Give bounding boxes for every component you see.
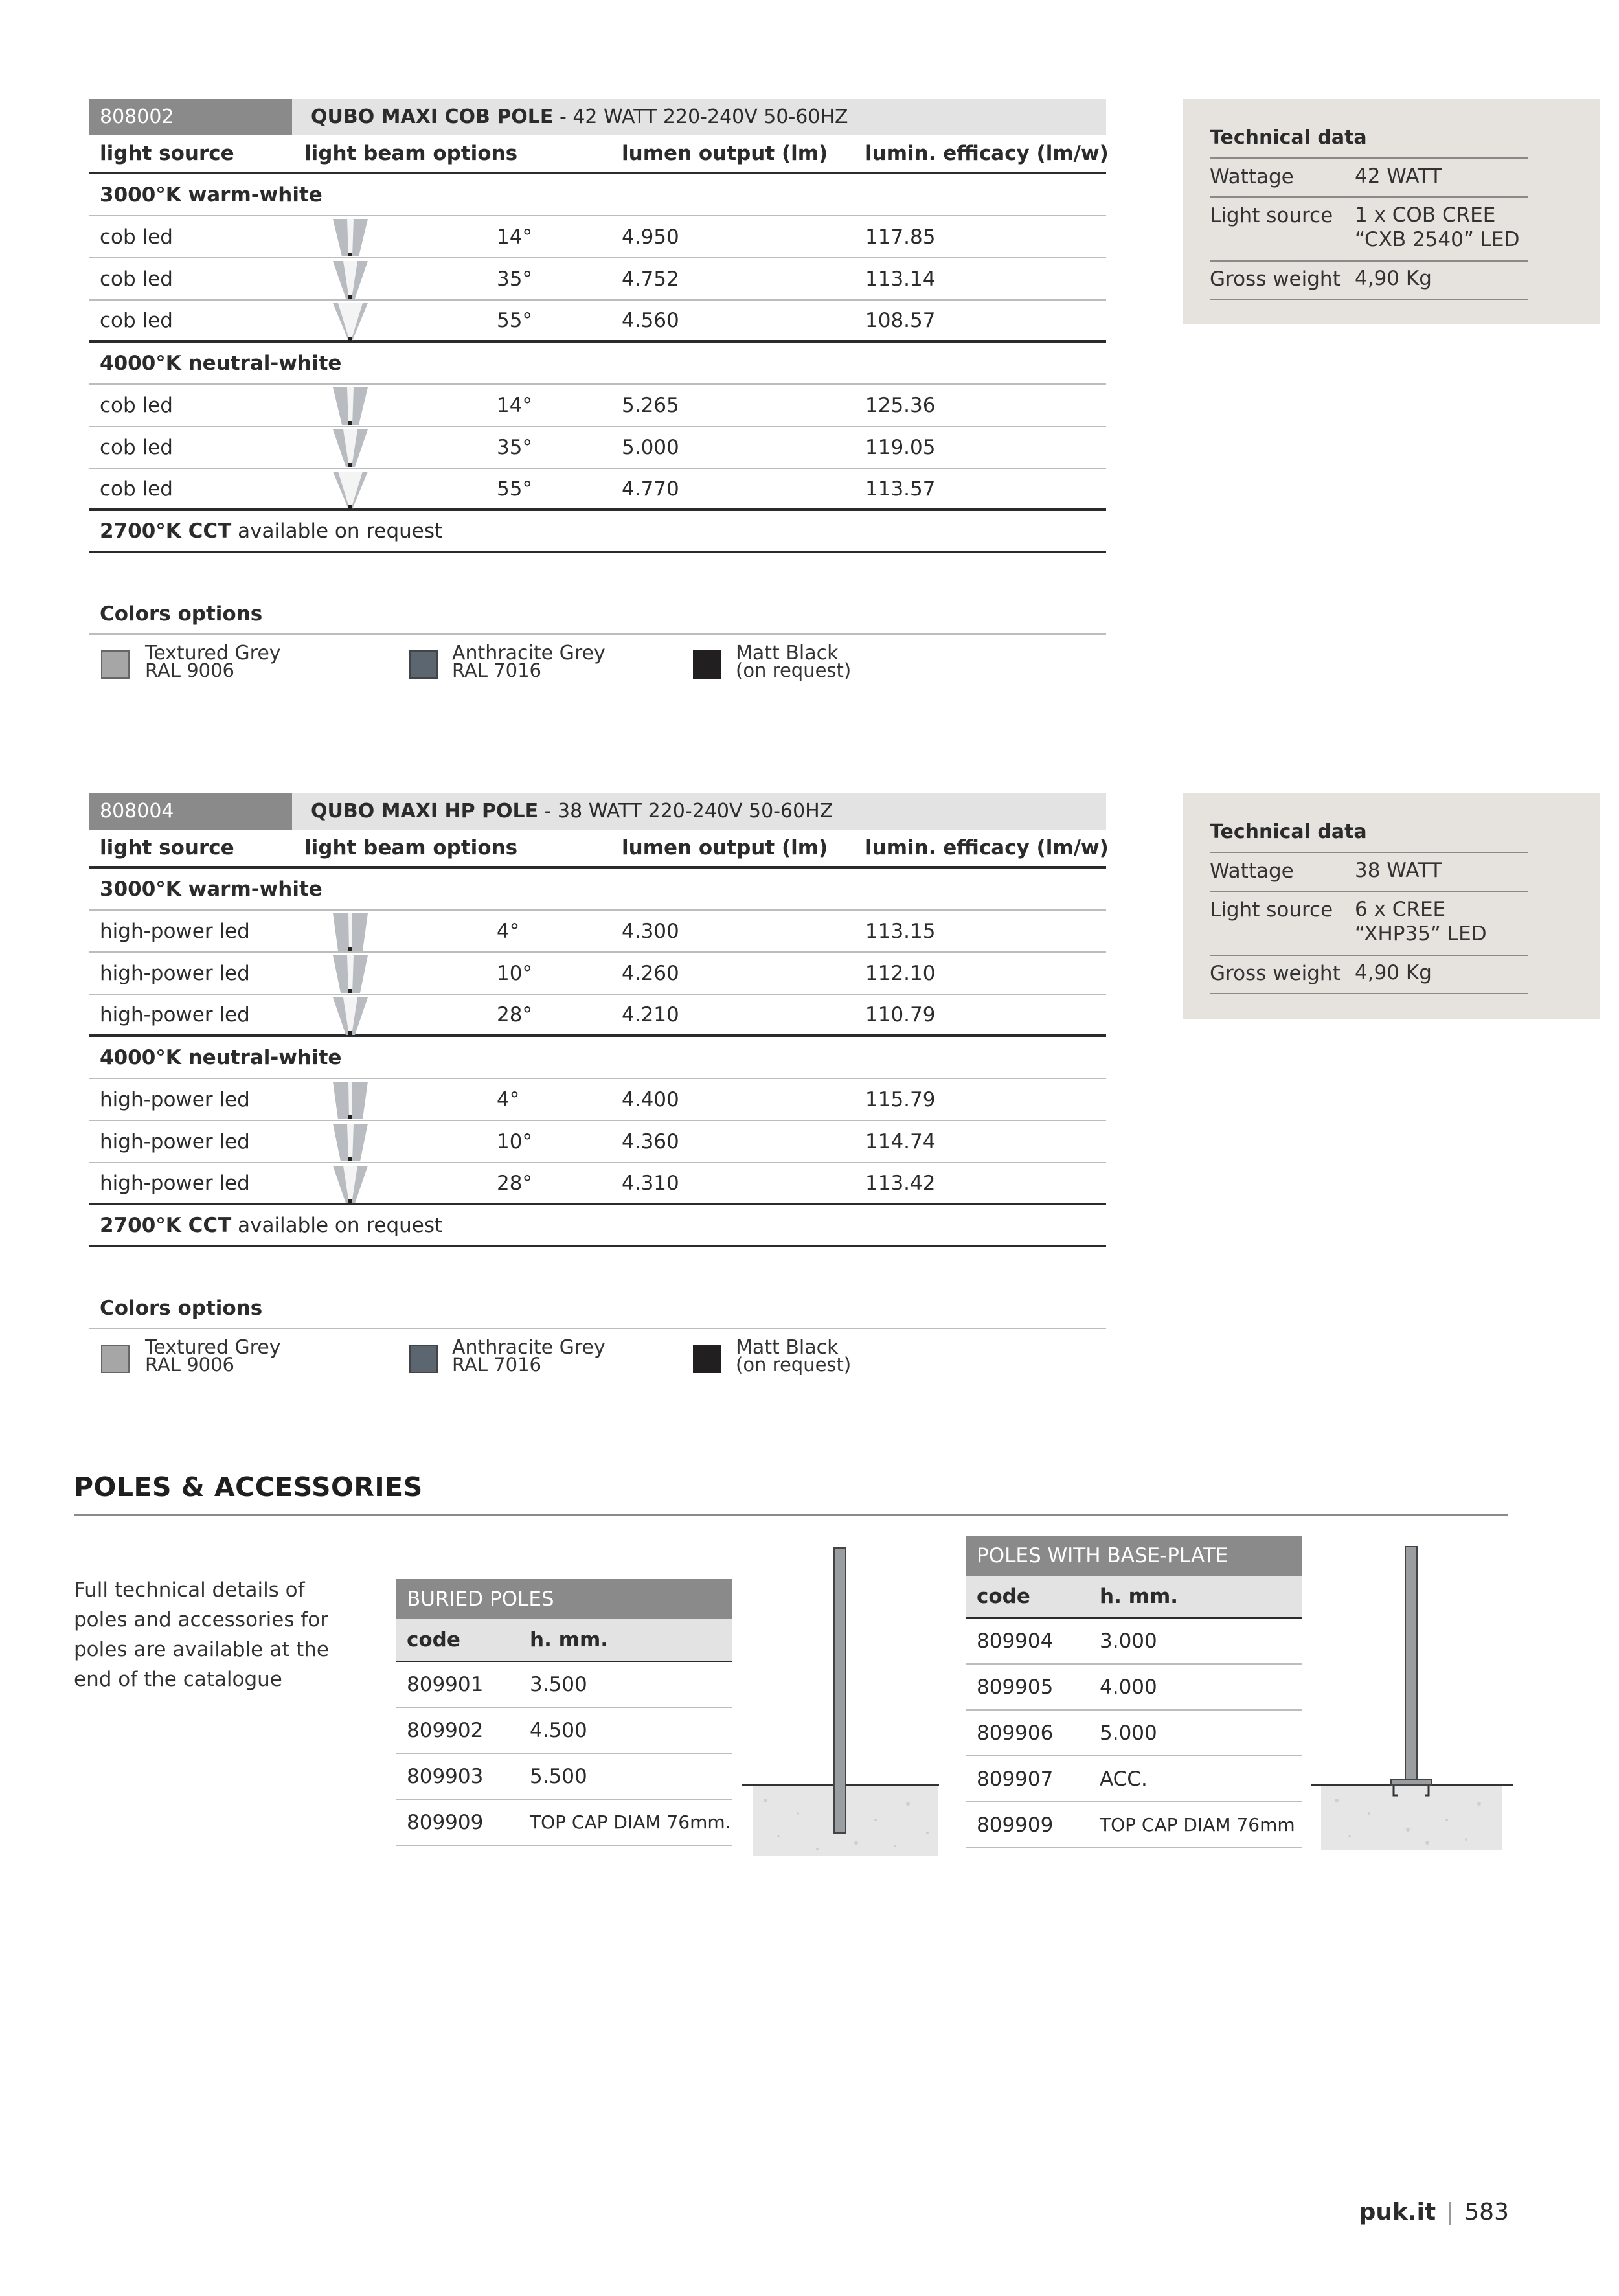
medium-beam-icon bbox=[332, 1166, 369, 1203]
cell-efficacy: 113.42 bbox=[865, 1171, 936, 1195]
swatch-matt-black bbox=[693, 650, 721, 679]
cell-beam: 4° bbox=[497, 1087, 520, 1111]
group-label: 3000°K warm-white bbox=[100, 877, 323, 901]
page-footer: puk.it | 583 bbox=[1359, 2199, 1509, 2225]
divider bbox=[1210, 299, 1528, 300]
table-row bbox=[396, 1662, 732, 1708]
group-row bbox=[89, 343, 1106, 385]
cell-source: high-power led bbox=[100, 919, 250, 943]
cell-efficacy: 115.79 bbox=[865, 1087, 936, 1111]
cell-height: 4.000 bbox=[1100, 1675, 1157, 1699]
medium-beam-icon bbox=[332, 997, 369, 1035]
base-plate-pole-illustration bbox=[1311, 1541, 1513, 1859]
divider bbox=[1210, 993, 1528, 994]
buried-poles-table bbox=[396, 1579, 732, 1846]
table-title: BURIED POLES bbox=[396, 1579, 732, 1619]
table-row bbox=[89, 301, 1106, 343]
group-label: 4000°K neutral-white bbox=[100, 351, 342, 375]
cell-efficacy: 119.05 bbox=[865, 435, 936, 459]
col-beam-options: light beam options bbox=[304, 836, 518, 859]
divider bbox=[89, 633, 1106, 635]
cell-code: 809907 bbox=[977, 1767, 1054, 1791]
divider bbox=[1210, 955, 1528, 956]
narrow-beam-icon bbox=[332, 955, 369, 993]
product-table-808002 bbox=[89, 99, 1109, 553]
cell-lumen: 4.360 bbox=[622, 1130, 679, 1154]
col-efficacy: lumin. efficacy (lm/w) bbox=[865, 142, 1109, 165]
intro-text: Full technical details of poles and accessories for poles are available at the end of the catalogue bbox=[74, 1578, 329, 1691]
cell-beam: 28° bbox=[497, 1171, 532, 1195]
table-row bbox=[396, 1754, 732, 1800]
cell-lumen: 5.000 bbox=[622, 435, 679, 459]
table-row bbox=[89, 469, 1106, 511]
cell-efficacy: 112.10 bbox=[865, 961, 936, 985]
cell-beam: 10° bbox=[497, 961, 532, 985]
color-label: Matt Black (on request) bbox=[736, 642, 852, 681]
wide-beam-icon bbox=[332, 303, 369, 341]
cct-note-row bbox=[89, 511, 1106, 553]
tech-label: Wattage bbox=[1210, 165, 1294, 188]
table-row bbox=[89, 911, 1106, 953]
group-row bbox=[89, 1037, 1106, 1079]
col-lumen-output: lumen output (lm) bbox=[622, 142, 828, 165]
col-height: h. mm. bbox=[1100, 1585, 1179, 1608]
cell-code: 809902 bbox=[407, 1718, 484, 1742]
tech-value: 42 WATT bbox=[1355, 165, 1442, 188]
cell-source: cob led bbox=[100, 308, 173, 332]
cell-height: 5.000 bbox=[1100, 1721, 1157, 1745]
cell-beam: 10° bbox=[497, 1130, 532, 1154]
cell-lumen: 4.210 bbox=[622, 1003, 679, 1027]
product-code: 808004 bbox=[89, 793, 292, 830]
tech-value: 38 WATT bbox=[1355, 859, 1442, 882]
cell-code: 809905 bbox=[977, 1675, 1054, 1699]
cell-code: 809903 bbox=[407, 1764, 484, 1788]
col-height: h. mm. bbox=[530, 1628, 609, 1652]
table-row bbox=[89, 1163, 1106, 1205]
page-number: 583 bbox=[1464, 2199, 1509, 2225]
tech-title: Technical data bbox=[1210, 821, 1367, 843]
cell-beam: 55° bbox=[497, 477, 532, 501]
table-row bbox=[89, 258, 1106, 301]
cell-lumen: 4.752 bbox=[622, 267, 679, 291]
cell-lumen: 4.560 bbox=[622, 308, 679, 332]
colors-title: Colors options bbox=[100, 602, 263, 626]
col-beam-options: light beam options bbox=[304, 142, 518, 165]
divider bbox=[1210, 157, 1528, 159]
cell-code: 809909 bbox=[407, 1810, 484, 1834]
tech-title: Technical data bbox=[1210, 126, 1367, 149]
product-table-808004 bbox=[89, 793, 1109, 1247]
base-plate-poles-table bbox=[966, 1536, 1302, 1848]
narrow-beam-icon bbox=[332, 1124, 369, 1161]
cell-source: cob led bbox=[100, 393, 173, 417]
cell-height: 4.500 bbox=[530, 1718, 587, 1742]
col-lumen-output: lumen output (lm) bbox=[622, 836, 828, 859]
medium-beam-icon bbox=[332, 429, 369, 467]
colors-title: Colors options bbox=[100, 1297, 263, 1320]
cell-code: 809909 bbox=[977, 1813, 1054, 1837]
cell-efficacy: 110.79 bbox=[865, 1003, 936, 1027]
cell-beam: 14° bbox=[497, 225, 532, 249]
cell-source: cob led bbox=[100, 267, 173, 291]
swatch-anthracite-grey bbox=[409, 1345, 438, 1373]
medium-beam-icon bbox=[332, 261, 369, 299]
cell-beam: 28° bbox=[497, 1003, 532, 1027]
tech-label: Gross weight bbox=[1210, 267, 1341, 291]
cell-height: 3.000 bbox=[1100, 1629, 1157, 1653]
cell-efficacy: 113.14 bbox=[865, 267, 936, 291]
section-title: POLES & ACCESSORIES bbox=[74, 1472, 423, 1503]
divider bbox=[74, 1514, 1508, 1516]
tech-label: Wattage bbox=[1210, 859, 1294, 883]
table-row bbox=[396, 1708, 732, 1754]
cell-efficacy: 117.85 bbox=[865, 225, 936, 249]
cell-height: 3.500 bbox=[530, 1672, 587, 1696]
narrow-beam-icon bbox=[332, 219, 369, 256]
table-row bbox=[396, 1800, 732, 1846]
cell-source: high-power led bbox=[100, 1130, 250, 1154]
divider bbox=[1210, 852, 1528, 853]
product-header bbox=[89, 99, 1106, 135]
table-header-row bbox=[396, 1619, 732, 1662]
col-code: code bbox=[977, 1585, 1030, 1608]
cell-beam: 35° bbox=[497, 267, 532, 291]
cell-beam: 14° bbox=[497, 393, 532, 417]
cell-height: 5.500 bbox=[530, 1764, 587, 1788]
cell-source: cob led bbox=[100, 435, 173, 459]
cell-source: cob led bbox=[100, 477, 173, 501]
color-label: Textured Grey RAL 9006 bbox=[145, 642, 281, 681]
swatch-anthracite-grey bbox=[409, 650, 438, 679]
spot-beam-icon bbox=[332, 913, 369, 951]
cct-note-row bbox=[89, 1205, 1106, 1247]
cell-lumen: 4.770 bbox=[622, 477, 679, 501]
table-header-row bbox=[89, 135, 1109, 174]
cell-efficacy: 113.57 bbox=[865, 477, 936, 501]
narrow-beam-icon bbox=[332, 387, 369, 425]
spot-beam-icon bbox=[332, 1082, 369, 1119]
tech-value: 4,90 Kg bbox=[1355, 267, 1432, 290]
cell-source: high-power led bbox=[100, 961, 250, 985]
cell-lumen: 4.260 bbox=[622, 961, 679, 985]
color-label: Anthracite Grey RAL 7016 bbox=[452, 642, 606, 681]
cell-height: TOP CAP DIAM 76mm. bbox=[530, 1812, 731, 1833]
tech-value: 6 x CREE “XHP35” LED bbox=[1355, 898, 1487, 946]
color-label: Textured Grey RAL 9006 bbox=[145, 1336, 281, 1376]
table-header-row bbox=[89, 830, 1109, 869]
tech-value: 4,90 Kg bbox=[1355, 961, 1432, 984]
product-title: QUBO MAXI HP POLE - 38 WATT 220-240V 50-60HZ bbox=[311, 800, 833, 823]
product-title: QUBO MAXI COB POLE - 42 WATT 220-240V 50-60HZ bbox=[311, 106, 848, 128]
table-row bbox=[89, 385, 1106, 427]
swatch-textured-grey bbox=[101, 650, 130, 679]
table-row bbox=[966, 1711, 1302, 1756]
cell-source: cob led bbox=[100, 225, 173, 249]
swatch-matt-black bbox=[693, 1345, 721, 1373]
cell-lumen: 4.310 bbox=[622, 1171, 679, 1195]
cell-lumen: 4.950 bbox=[622, 225, 679, 249]
table-row bbox=[966, 1665, 1302, 1711]
table-title: POLES WITH BASE-PLATE bbox=[966, 1536, 1302, 1576]
divider bbox=[89, 1328, 1106, 1329]
cell-source: high-power led bbox=[100, 1087, 250, 1111]
cell-efficacy: 125.36 bbox=[865, 393, 936, 417]
group-label: 3000°K warm-white bbox=[100, 183, 323, 207]
cell-efficacy: 108.57 bbox=[865, 308, 936, 332]
divider bbox=[1210, 891, 1528, 892]
table-row bbox=[966, 1802, 1302, 1848]
group-row bbox=[89, 174, 1106, 216]
cell-source: high-power led bbox=[100, 1171, 250, 1195]
group-row bbox=[89, 869, 1106, 911]
col-light-source: light source bbox=[100, 142, 234, 165]
product-header bbox=[89, 793, 1106, 830]
col-code: code bbox=[407, 1628, 460, 1652]
cell-height: TOP CAP DIAM 76mm bbox=[1100, 1814, 1295, 1836]
site-name: puk.it bbox=[1359, 2199, 1436, 2225]
cell-lumen: 5.265 bbox=[622, 393, 679, 417]
col-efficacy: lumin. efficacy (lm/w) bbox=[865, 836, 1109, 859]
wide-beam-icon bbox=[332, 472, 369, 509]
cell-beam: 55° bbox=[497, 308, 532, 332]
tech-value: 1 x COB CREE “CXB 2540” LED bbox=[1355, 203, 1520, 251]
table-row bbox=[89, 995, 1106, 1037]
cell-efficacy: 113.15 bbox=[865, 919, 936, 943]
col-light-source: light source bbox=[100, 836, 234, 859]
cell-height: ACC. bbox=[1100, 1767, 1148, 1791]
table-row bbox=[89, 953, 1106, 995]
cell-lumen: 4.300 bbox=[622, 919, 679, 943]
cell-beam: 35° bbox=[497, 435, 532, 459]
table-row bbox=[89, 216, 1106, 258]
cell-beam: 4° bbox=[497, 919, 520, 943]
table-header-row bbox=[966, 1576, 1302, 1619]
tech-label: Light source bbox=[1210, 898, 1333, 922]
color-label: Anthracite Grey RAL 7016 bbox=[452, 1336, 606, 1376]
divider bbox=[1210, 196, 1528, 198]
technical-data-box bbox=[1183, 99, 1600, 324]
cell-efficacy: 114.74 bbox=[865, 1130, 936, 1154]
color-label: Matt Black (on request) bbox=[736, 1336, 852, 1376]
tech-label: Gross weight bbox=[1210, 962, 1341, 985]
table-row bbox=[89, 427, 1106, 469]
table-row bbox=[89, 1079, 1106, 1121]
table-row bbox=[89, 1121, 1106, 1163]
divider bbox=[1210, 260, 1528, 262]
cell-code: 809901 bbox=[407, 1672, 484, 1696]
cell-code: 809904 bbox=[977, 1629, 1054, 1653]
technical-data-box bbox=[1183, 793, 1600, 1019]
cell-source: high-power led bbox=[100, 1003, 250, 1027]
cct-note: 2700°K CCT available on request bbox=[100, 519, 443, 543]
product-code: 808002 bbox=[89, 99, 292, 135]
tech-label: Light source bbox=[1210, 204, 1333, 227]
swatch-textured-grey bbox=[101, 1345, 130, 1373]
cell-code: 809906 bbox=[977, 1721, 1054, 1745]
buried-pole-illustration bbox=[740, 1541, 942, 1859]
group-label: 4000°K neutral-white bbox=[100, 1045, 342, 1069]
cell-lumen: 4.400 bbox=[622, 1087, 679, 1111]
table-row bbox=[966, 1619, 1302, 1665]
table-row bbox=[966, 1756, 1302, 1802]
cct-note: 2700°K CCT available on request bbox=[100, 1213, 443, 1237]
